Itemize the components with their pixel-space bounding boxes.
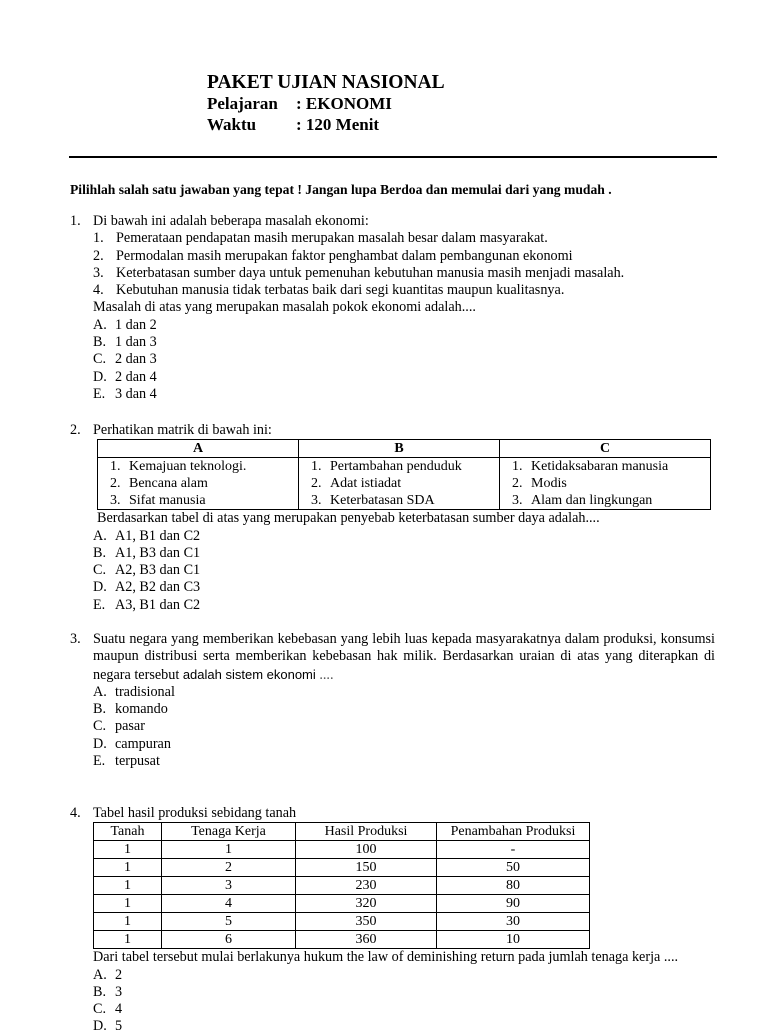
subject-label: Pelajaran (207, 94, 278, 113)
table-cell: 1. Kemajuan teknologi. 2. Bencana alam 3. Sifat manusia (98, 458, 299, 510)
table-cell: 30 (437, 913, 590, 931)
question-3 (70, 631, 715, 770)
question-stem: Suatu negara yang memberikan kebebasan yang lebih luas kepada masyarakatnya dalam produksi, konsumsi maupun distribusi serta memberikan kebebasan hak milik. Berdasarkan uraian di atas yang diterapkan di negara tersebut adalah sistem ekonomi .... (93, 631, 715, 683)
answer-option[interactable]: B. komando (93, 701, 168, 718)
table-cell: 1. Pertambahan penduduk 2. Adat istiadat 3. Keterbatasan SDA (299, 458, 500, 510)
table-cell: 2 (162, 859, 296, 877)
time-label: Waktu (207, 114, 257, 134)
table-cell: 1 (94, 877, 162, 895)
answer-option[interactable]: C. 2 dan 3 (93, 351, 157, 368)
table-cell: 90 (437, 895, 590, 913)
list-item: 1. Pemerataan pendapatan masih merupakan masalah besar dalam masyarakat. (93, 230, 548, 247)
header-divider (69, 156, 717, 158)
table-cell: 4 (162, 895, 296, 913)
answer-option[interactable]: B. 3 (93, 983, 123, 1000)
table-cell: - (437, 841, 590, 859)
question-number: 4. (70, 805, 81, 821)
list-item: 2. Permodalan masih merupakan faktor penghambat dalam pembangunan ekonomi (93, 247, 573, 264)
answer-options (93, 528, 715, 614)
answer-options (93, 967, 715, 1036)
question-number: 3. (70, 631, 81, 647)
table-cell: 6 (162, 931, 296, 949)
answer-option[interactable]: D. A2, B2 dan C3 (93, 579, 201, 596)
subject-value: : EKONOMI (296, 94, 392, 113)
table-header-cell: Penambahan Produksi (437, 823, 590, 841)
answer-option[interactable]: A. 2 (93, 966, 123, 983)
answer-option[interactable]: C. pasar (93, 718, 145, 735)
table-cell: 1 (162, 841, 296, 859)
table-row (94, 931, 590, 949)
table-row (94, 841, 590, 859)
table-cell: 3 (162, 877, 296, 895)
answer-options (93, 684, 715, 770)
answer-option[interactable]: B. 1 dan 3 (93, 334, 157, 351)
table-cell: 150 (296, 859, 437, 877)
exam-title: PAKET UJIAN NASIONAL (207, 72, 445, 93)
problem-list (93, 230, 715, 299)
table-header-cell: Tenaga Kerja (162, 823, 296, 841)
table-cell: 1. Ketidaksabaran manusia 2. Modis 3. Alam dan lingkungan (500, 458, 711, 510)
answer-option[interactable]: C. 4 (93, 1001, 123, 1018)
table-cell: 230 (296, 877, 437, 895)
table-cell: 360 (296, 931, 437, 949)
table-cell: 1 (94, 841, 162, 859)
table-cell: 80 (437, 877, 590, 895)
question-number: 1. (70, 213, 81, 229)
table-cell: 1 (94, 859, 162, 877)
time-row (207, 115, 445, 136)
answer-option[interactable]: C. A2, B3 dan C1 (93, 562, 201, 579)
table-header-cell: Tanah (94, 823, 162, 841)
answer-option[interactable]: D. 5 (93, 1018, 123, 1035)
table-cell: 5 (162, 913, 296, 931)
exam-header (207, 72, 445, 135)
answer-option[interactable]: E. 3 dan 4 (93, 385, 157, 402)
table-cell: 350 (296, 913, 437, 931)
answer-option[interactable]: E. A3, B1 dan C2 (93, 596, 201, 613)
question-1 (70, 213, 715, 403)
answer-option[interactable]: A. tradisional (93, 683, 175, 700)
table-row (94, 895, 590, 913)
answer-option[interactable]: D. 2 dan 4 (93, 368, 157, 385)
question-stem: Di bawah ini adalah beberapa masalah ekonomi: (93, 213, 369, 229)
table-header-cell: B (299, 440, 500, 458)
table-header-cell: C (500, 440, 711, 458)
answer-options (93, 317, 715, 403)
question-prompt: Masalah di atas yang merupakan masalah pokok ekonomi adalah.... (93, 299, 476, 316)
question-number: 2. (70, 422, 81, 438)
answer-option[interactable]: B. A1, B3 dan C1 (93, 544, 201, 561)
table-cell: 10 (437, 931, 590, 949)
table-row (94, 913, 590, 931)
table-cell: 1 (94, 895, 162, 913)
table-header-cell: A (98, 440, 299, 458)
list-item: 3. Keterbatasan sumber daya untuk pemenuhan kebutuhan manusia masih menjadi masalah. (93, 264, 625, 281)
instruction-text: Pilihlah salah satu jawaban yang tepat ! Jangan lupa Berdoa dan memulai dari yang mudah . (70, 182, 612, 197)
production-table (93, 822, 590, 949)
table-cell: 1 (94, 931, 162, 949)
answer-option[interactable]: A. A1, B1 dan C2 (93, 527, 201, 544)
question-prompt: Dari tabel tersebut mulai berlakunya hukum the law of deminishing return pada jumlah tenaga kerja .... (93, 949, 679, 966)
question-2 (70, 422, 715, 614)
table-header-cell: Hasil Produksi (296, 823, 437, 841)
subject-row (207, 94, 445, 115)
time-value: : 120 Menit (296, 114, 380, 134)
question-stem: Perhatikan matrik di bawah ini: (93, 422, 272, 438)
answer-option[interactable]: A. 1 dan 2 (93, 316, 157, 333)
cause-matrix-table (97, 439, 711, 510)
question-4 (70, 805, 715, 1036)
answer-option[interactable]: D. campuran (93, 735, 171, 752)
table-cell: 1 (94, 913, 162, 931)
answer-option[interactable]: E. terpusat (93, 753, 160, 770)
question-prompt: Berdasarkan tabel di atas yang merupakan penyebab keterbatasan sumber daya adalah.... (97, 510, 600, 527)
table-row (94, 859, 590, 877)
table-header-row (94, 823, 590, 841)
list-item: 4. Kebutuhan manusia tidak terbatas baik dari segi kuantitas maupun kualitasnya. (93, 282, 565, 299)
table-cell: 50 (437, 859, 590, 877)
question-stem: Tabel hasil produksi sebidang tanah (93, 805, 297, 821)
table-row (94, 877, 590, 895)
table-cell: 320 (296, 895, 437, 913)
table-cell: 100 (296, 841, 437, 859)
